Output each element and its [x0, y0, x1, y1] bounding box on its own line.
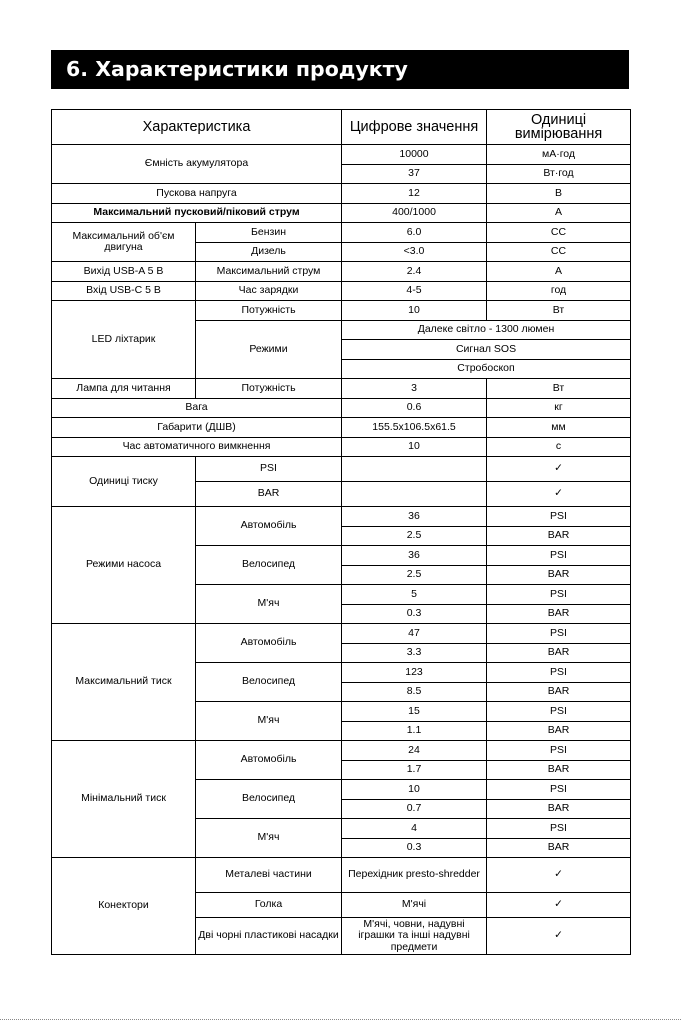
- cell-unit: с: [487, 437, 631, 457]
- cell-unit: А: [487, 262, 631, 282]
- row-sublabel: Максимальний струм: [196, 262, 342, 282]
- row-sublabel: Голка: [196, 893, 342, 918]
- cell-unit: Вт: [487, 379, 631, 399]
- cell-value: [342, 482, 487, 507]
- checkmark-icon: ✓: [487, 858, 631, 893]
- cell-unit: BAR: [487, 565, 631, 585]
- checkmark-icon: ✓: [487, 893, 631, 918]
- cell-value: 12: [342, 184, 487, 204]
- row-label: Габарити (ДШВ): [52, 418, 342, 438]
- row-sublabel: М'яч: [196, 585, 342, 624]
- table-header-row: [52, 110, 631, 145]
- cell-value: 1.1: [342, 721, 487, 741]
- cell-value: 3: [342, 379, 487, 399]
- row-sublabel: Режими: [196, 320, 342, 379]
- row-label: Вихід USB-A 5 В: [52, 262, 196, 282]
- cell-unit: BAR: [487, 760, 631, 780]
- row-sublabel: Металеві частини: [196, 858, 342, 893]
- row-sublabel: Потужність: [196, 301, 342, 321]
- cell-value: 10: [342, 301, 487, 321]
- cell-value: <3.0: [342, 242, 487, 262]
- cell-unit: PSI: [487, 624, 631, 644]
- cell-value: 3.3: [342, 643, 487, 663]
- checkmark-icon: ✓: [487, 918, 631, 955]
- row-sublabel: Велосипед: [196, 780, 342, 819]
- row-label: Час автоматичного вимкнення: [52, 437, 342, 457]
- row-label: Режими насоса: [52, 507, 196, 624]
- cell-unit: В: [487, 184, 631, 204]
- cell-unit: BAR: [487, 643, 631, 663]
- row-label: LED ліхтарик: [52, 301, 196, 379]
- section-title: 6. Характеристики продукту: [51, 50, 629, 89]
- cell-value: 8.5: [342, 682, 487, 702]
- table-row: [52, 398, 631, 418]
- table-row: [52, 223, 631, 243]
- row-label: Пускова напруга: [52, 184, 342, 204]
- cell-unit: CC: [487, 242, 631, 262]
- cell-unit: BAR: [487, 799, 631, 819]
- row-sublabel: PSI: [196, 457, 342, 482]
- table-row: [52, 184, 631, 204]
- cell-value: 400/1000: [342, 203, 487, 223]
- cell-unit: Вт: [487, 301, 631, 321]
- table-row: [52, 437, 631, 457]
- checkmark-icon: ✓: [487, 457, 631, 482]
- row-label: Одиниці тиску: [52, 457, 196, 507]
- cell-value: 0.3: [342, 838, 487, 858]
- cell-value: 36: [342, 546, 487, 566]
- cell-value: 4-5: [342, 281, 487, 301]
- cell-value: 0.6: [342, 398, 487, 418]
- cell-unit: BAR: [487, 838, 631, 858]
- cell-value: 10000: [342, 145, 487, 165]
- cell-value: 5: [342, 585, 487, 605]
- cell-unit: PSI: [487, 507, 631, 527]
- row-label: Конектори: [52, 858, 196, 955]
- cell-unit: PSI: [487, 819, 631, 839]
- row-sublabel: Автомобіль: [196, 507, 342, 546]
- row-label: Вхід USB-C 5 В: [52, 281, 196, 301]
- row-sublabel: Дві чорні пластикові насадки: [196, 918, 342, 955]
- cell-unit: BAR: [487, 682, 631, 702]
- cell-value: 10: [342, 780, 487, 800]
- table-row: [52, 858, 631, 893]
- cell-unit: BAR: [487, 526, 631, 546]
- cell-value: 155.5x106.5x61.5: [342, 418, 487, 438]
- cell-value: 0.7: [342, 799, 487, 819]
- cell-mode: Стробоскоп: [342, 359, 631, 379]
- row-label: Максимальний об'єм двигуна: [52, 223, 196, 262]
- row-sublabel: Автомобіль: [196, 741, 342, 780]
- cell-unit: CC: [487, 223, 631, 243]
- cell-value: 123: [342, 663, 487, 683]
- cell-value: 4: [342, 819, 487, 839]
- cell-unit: мм: [487, 418, 631, 438]
- table-row: [52, 203, 631, 223]
- cell-unit: BAR: [487, 721, 631, 741]
- cell-value: Перехідник presto-shredder: [342, 858, 487, 893]
- cell-value: 47: [342, 624, 487, 644]
- cell-unit: Вт·год: [487, 164, 631, 184]
- cell-value: 2.5: [342, 526, 487, 546]
- cell-value: [342, 457, 487, 482]
- cell-unit: PSI: [487, 702, 631, 722]
- cell-value: 37: [342, 164, 487, 184]
- row-sublabel: М'яч: [196, 702, 342, 741]
- row-label: Максимальний пусковий/піковий струм: [52, 203, 342, 223]
- table-row: [52, 418, 631, 438]
- row-sublabel: Велосипед: [196, 663, 342, 702]
- row-label: Максимальний тиск: [52, 624, 196, 741]
- row-label: Вага: [52, 398, 342, 418]
- table-row: [52, 301, 631, 321]
- table-row: [52, 281, 631, 301]
- cell-value: 6.0: [342, 223, 487, 243]
- cell-unit: PSI: [487, 780, 631, 800]
- cell-value: 10: [342, 437, 487, 457]
- table-row: [52, 379, 631, 399]
- table-row: [52, 262, 631, 282]
- header-characteristic: Характеристика: [52, 110, 342, 145]
- cell-unit: А: [487, 203, 631, 223]
- row-sublabel: BAR: [196, 482, 342, 507]
- cell-value: 0.3: [342, 604, 487, 624]
- header-units: Одиниці вимірювання: [487, 110, 631, 145]
- cell-unit: PSI: [487, 585, 631, 605]
- checkmark-icon: ✓: [487, 482, 631, 507]
- cell-unit: год: [487, 281, 631, 301]
- header-value: Цифрове значення: [342, 110, 487, 145]
- row-label: Мінімальний тиск: [52, 741, 196, 858]
- row-label: Лампа для читання: [52, 379, 196, 399]
- row-sublabel: Потужність: [196, 379, 342, 399]
- table-row: [52, 507, 631, 527]
- cell-value: 24: [342, 741, 487, 761]
- cell-mode: Сигнал SOS: [342, 340, 631, 360]
- table-row: [52, 624, 631, 644]
- cell-value: 1.7: [342, 760, 487, 780]
- row-sublabel: Бензин: [196, 223, 342, 243]
- row-sublabel: Час зарядки: [196, 281, 342, 301]
- table-row: [52, 145, 631, 165]
- cell-value: 2.4: [342, 262, 487, 282]
- row-sublabel: Велосипед: [196, 546, 342, 585]
- cell-value: 36: [342, 507, 487, 527]
- cell-value: 2.5: [342, 565, 487, 585]
- cell-value: 15: [342, 702, 487, 722]
- cell-unit: BAR: [487, 604, 631, 624]
- cell-mode: Далеке світло - 1300 люмен: [342, 320, 631, 340]
- cell-unit: PSI: [487, 663, 631, 683]
- spec-table: [51, 109, 631, 955]
- row-sublabel: Дизель: [196, 242, 342, 262]
- cell-unit: PSI: [487, 741, 631, 761]
- cell-unit: PSI: [487, 546, 631, 566]
- row-sublabel: Автомобіль: [196, 624, 342, 663]
- table-row: [52, 457, 631, 482]
- cell-unit: кг: [487, 398, 631, 418]
- table-row: [52, 741, 631, 761]
- cell-unit: мА·год: [487, 145, 631, 165]
- cell-value: М'ячі, човни, надувні іграшки та інші надувні предмети: [342, 918, 487, 955]
- page-bottom-divider: [0, 1019, 681, 1020]
- row-label: Ємність акумулятора: [52, 145, 342, 184]
- row-sublabel: М'яч: [196, 819, 342, 858]
- cell-value: М'ячі: [342, 893, 487, 918]
